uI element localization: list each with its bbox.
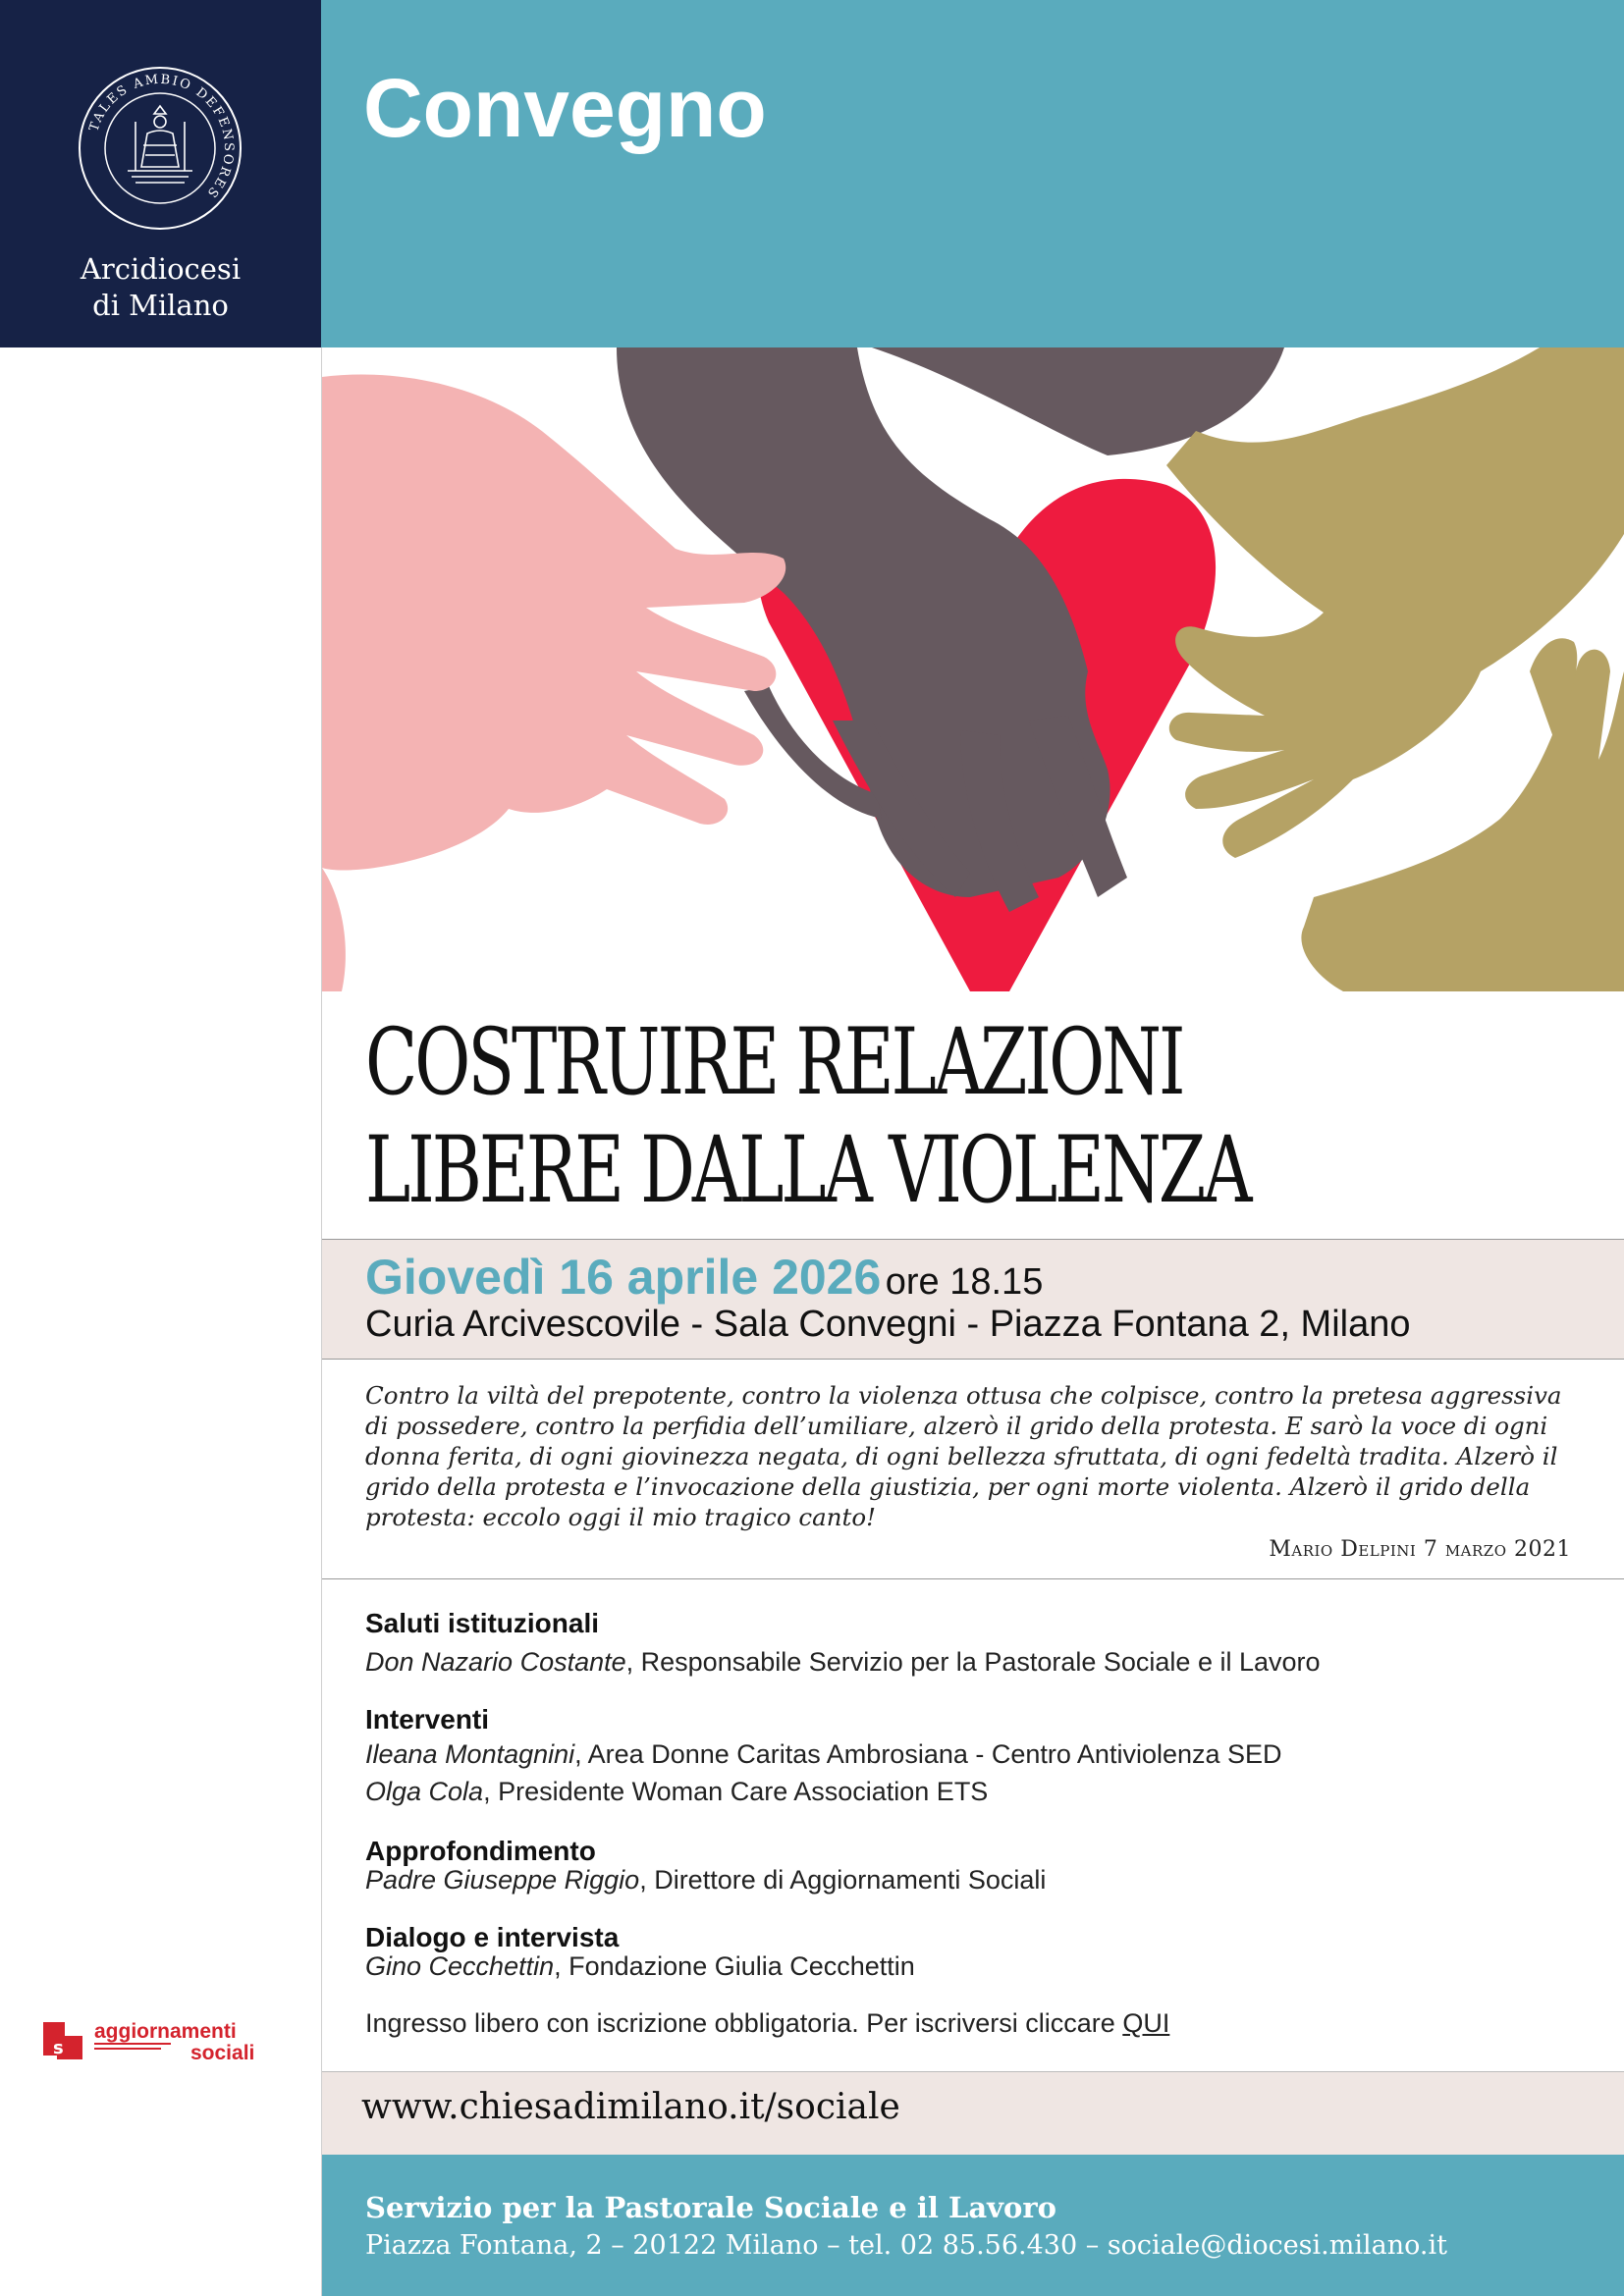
program-line-approfondimento [365,1865,1046,1896]
partner-name-2: sociali [190,2042,255,2064]
speaker-role: , Area Donne Caritas Ambrosiana - Centro Antiviolenza SED [574,1739,1282,1769]
speaker-name: Gino Cecchettin [365,1951,555,1981]
quote-author: Mario Delpini 7 marzo 2021 [1269,1537,1571,1562]
footer-band [322,2155,1624,2296]
website-link[interactable]: www.chiesadimilano.it/sociale [361,2087,900,2127]
registration-line [365,2008,1169,2039]
archdiocese-seal-icon [77,65,244,232]
organization-name-line2: di Milano [92,289,229,322]
speaker-role: , Fondazione Giulia Cecchettin [554,1951,915,1981]
divider [322,1359,1624,1360]
organization-name-line1: Arcidiocesi [80,252,242,286]
footer-address: Piazza Fontana, 2 – 20122 Milano – tel. 02 85.56.430 – sociale@diocesi.milano.it [365,2230,1447,2261]
program-line-saluti [365,1647,1321,1678]
speaker-name: Ileana Montagnini [365,1739,575,1769]
partner-name-1: aggiornamenti [94,2020,237,2043]
program-heading-saluti: Saluti istituzionali [365,1608,600,1638]
event-title-line1: COSTRUIRE RELAZIONI [365,1009,1183,1116]
program-heading-approfondimento: Approfondimento [365,1836,596,1866]
event-title [365,1009,1250,1225]
date-line [365,1249,1043,1306]
speaker-name: Don Nazario Costante [365,1647,626,1677]
speaker-role: , Direttore di Aggiornamenti Sociali [639,1865,1047,1895]
program-line-interventi-1 [365,1739,1282,1770]
divider [322,1578,1624,1579]
speaker-role: , Responsabile Servizio per la Pastorale Sociale e il Lavoro [625,1647,1321,1677]
registration-text: Ingresso libero con iscrizione obbligatoria. Per iscriversi cliccare [365,2008,1123,2038]
event-title-line2: LIBERE DALLA VIOLENZA [365,1117,1250,1224]
speaker-name: Padre Giuseppe Riggio [365,1865,640,1895]
footer-title: Servizio per la Pastorale Sociale e il Lavoro [365,2191,1056,2224]
organization-name [0,251,321,324]
program-line-dialogo [365,1951,915,1982]
seal-text: TALES AMBIO DEFENSORES [86,72,237,202]
hands-heart-illustration [322,347,1624,991]
program-heading-dialogo: Dialogo e intervista [365,1922,620,1952]
speaker-role: , Presidente Woman Care Association ETS [483,1777,989,1806]
event-date: Giovedì 16 aprile 2026 [365,1250,882,1305]
program-line-interventi-2 [365,1777,988,1807]
aggiornamenti-sociali-logo-icon [43,2016,279,2065]
quote-text: Contro la viltà del prepotente, contro la violenza ottusa che colpisce, contro la pretesa aggressiva di possedere, contro la perfidia dell’umiliare, alzerò il grido della protesta. E sarò la voce di ogni donna ferita, di ogni giovinezza negata, di ogni bellezza sfruttata, di ogni fedeltà tradita. Alzerò il grido della protesta e l’invocazione della giustizia, per ogni morte violenta. Alzerò il grido della protesta: eccolo oggi il mio tragico canto! [365,1381,1562,1531]
event-time: ore 18.15 [885,1261,1044,1303]
header-title: Convegno [363,62,767,154]
program-heading-interventi: Interventi [365,1704,490,1735]
header-band [321,0,1624,347]
svg-text:s: s [53,2038,64,2058]
registration-link[interactable]: QUI [1122,2008,1170,2038]
speaker-name: Olga Cola [365,1777,484,1806]
event-venue: Curia Arcivescovile - Sala Convegni - Piazza Fontana 2, Milano [365,1304,1411,1345]
